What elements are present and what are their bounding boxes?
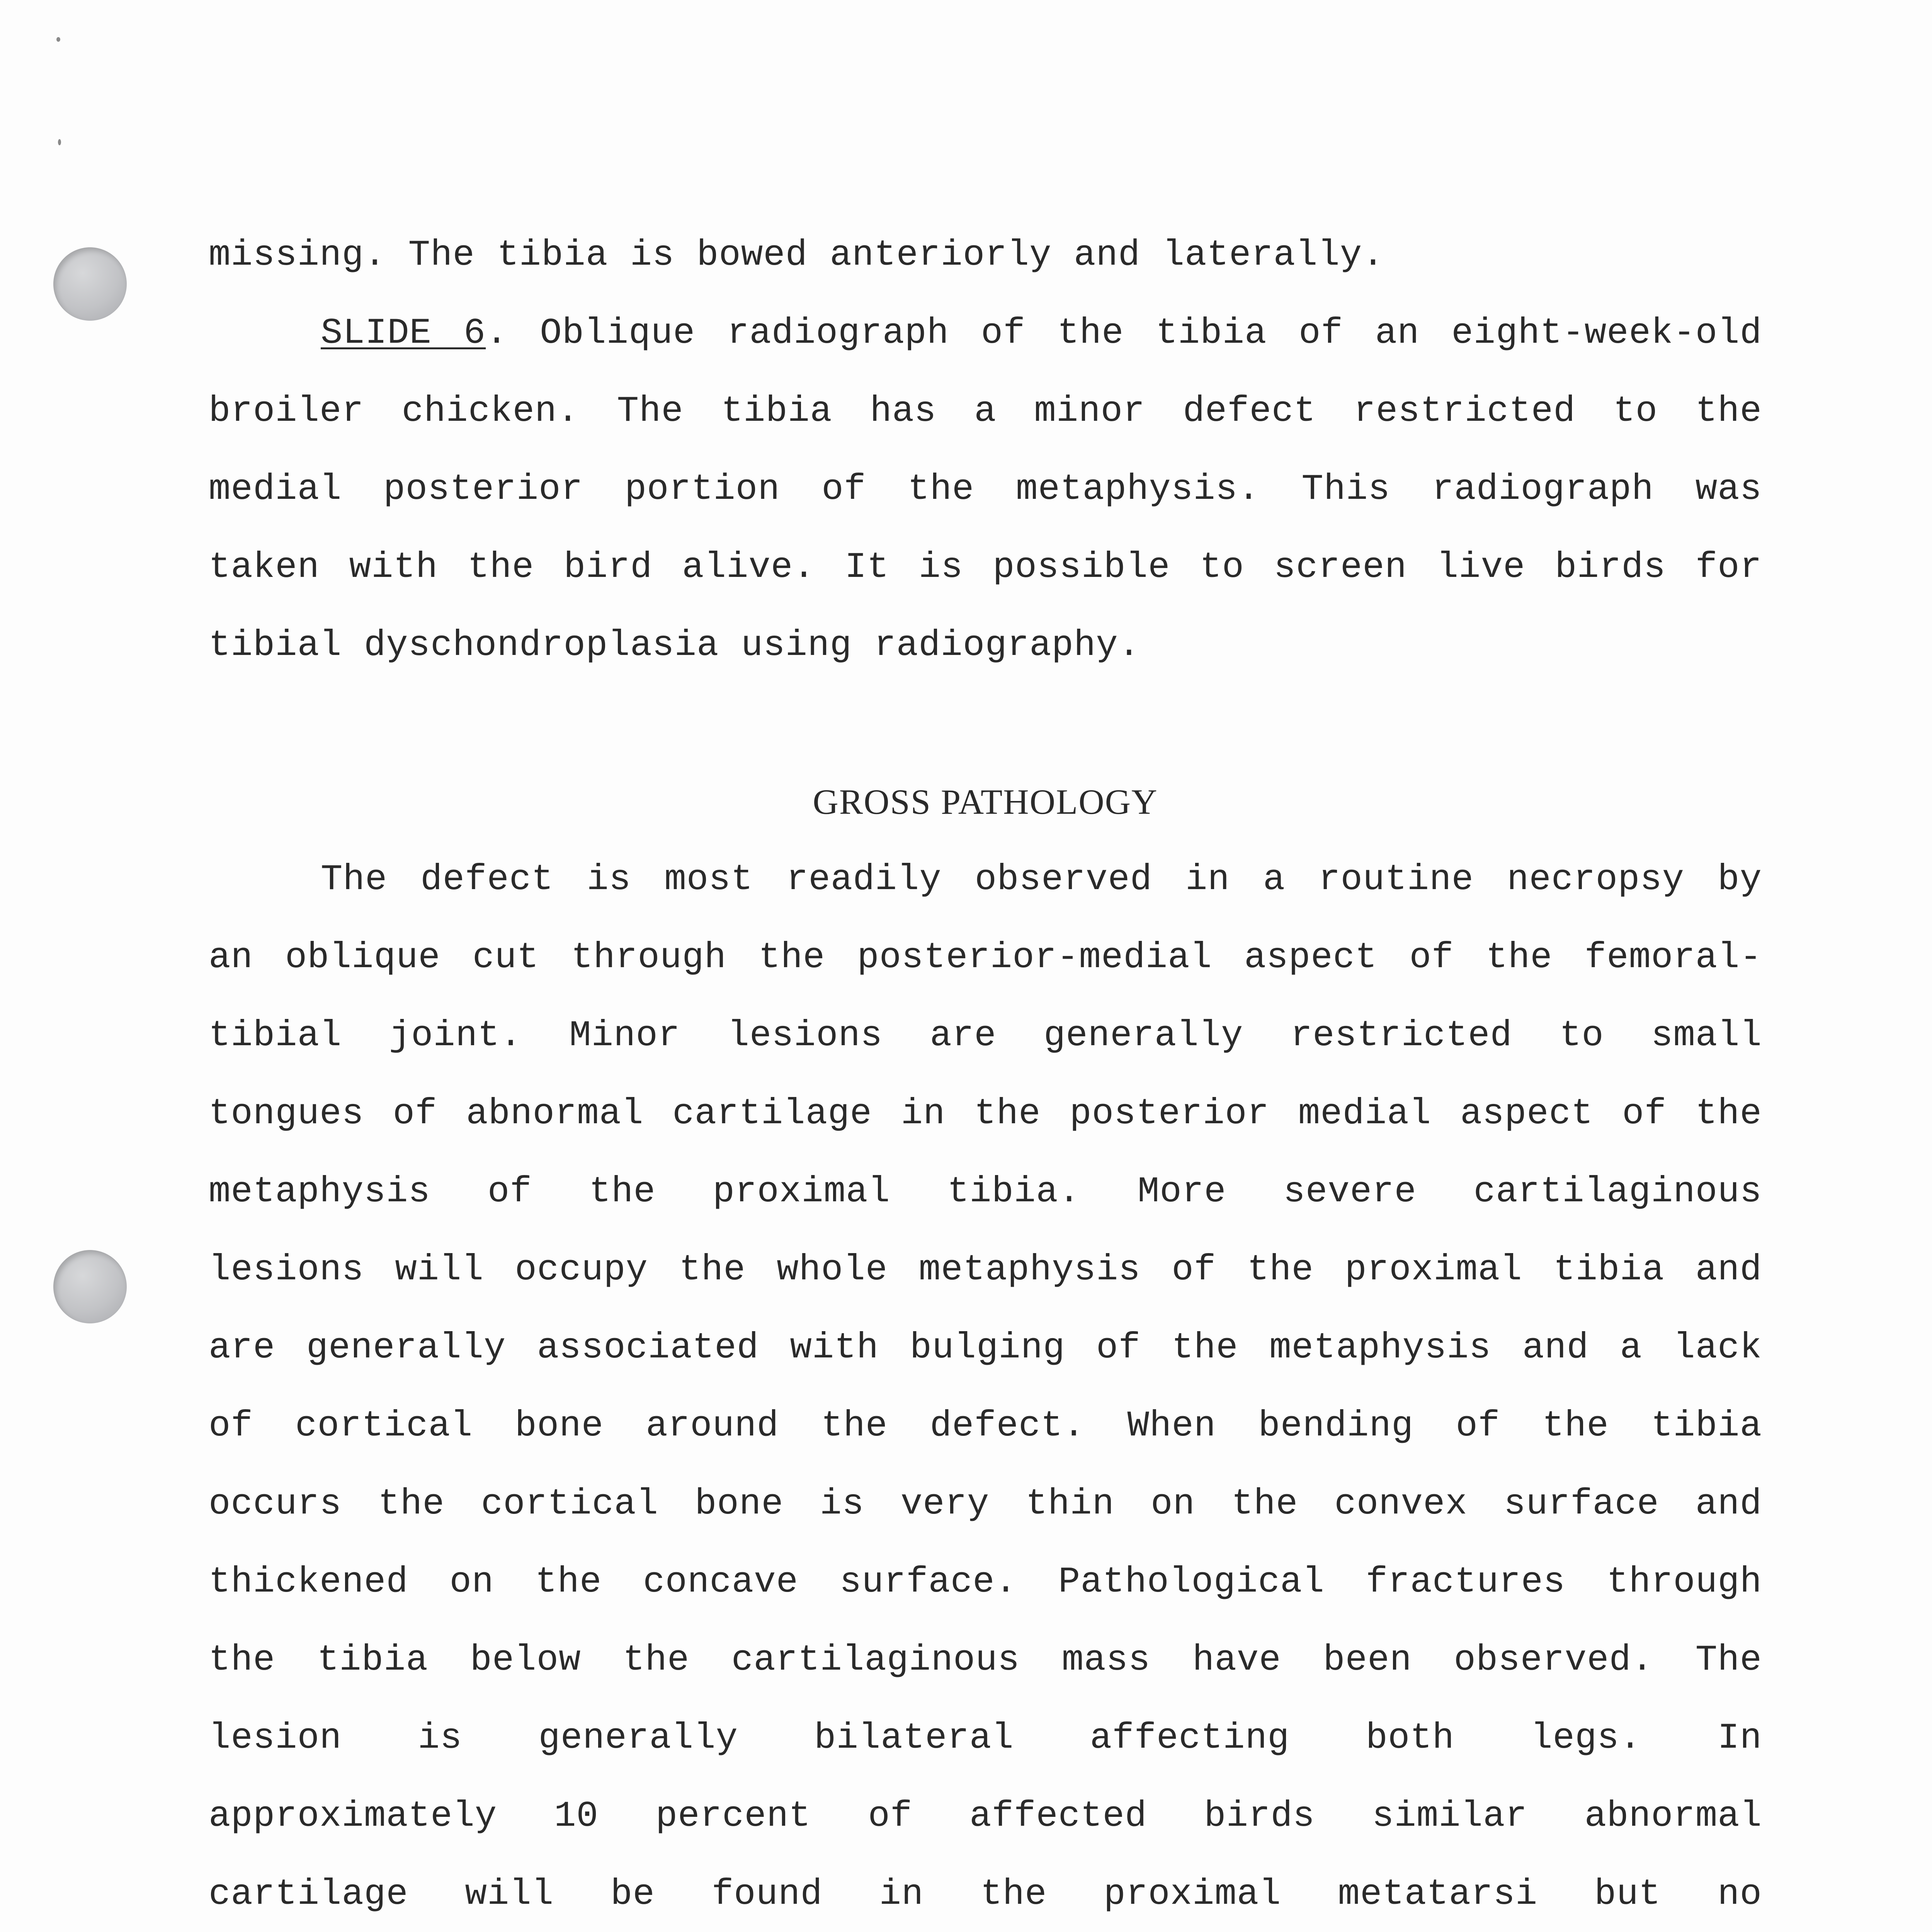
text-line: approximately 10 percent of affected birds similar abnormal [209,1796,1762,1837]
punch-hole-top [53,247,127,321]
text-line: taken with the bird alive. It is possible to screen live birds for [209,547,1762,588]
text-line: of cortical bone around the defect. When bending of the tibia [209,1406,1762,1447]
text-line: an oblique cut through the posterior-medial aspect of the femoral- [209,937,1762,978]
text-line: thickened on the concave surface. Pathological fractures through [209,1562,1762,1603]
slide-label: SLIDE 6 [321,313,486,354]
blank-line [209,685,1762,763]
text-line: The defect is most readily observed in a routine necropsy by [321,859,1762,900]
text-line: metaphysis of the proximal tibia. More severe cartilaginous [209,1172,1762,1213]
text-line: tongues of abnormal cartilage in the posterior medial aspect of the [209,1094,1762,1134]
text-line: lesion is generally bilateral affecting both legs. In [209,1718,1762,1759]
text-line: the tibia below the cartilaginous mass have been observed. The [209,1640,1762,1681]
scan-speck [56,37,60,42]
punch-hole-middle [53,1250,127,1323]
text-line: occurs the cortical bone is very thin on the convex surface and [209,1484,1762,1525]
text-line: tibial joint. Minor lesions are generally restricted to small [209,1015,1762,1056]
text-line: lesions will occupy the whole metaphysis of the proximal tibia and [209,1250,1762,1291]
scan-speck [58,139,61,145]
text-line: medial posterior portion of the metaphysis. This radiograph was [209,469,1762,510]
text-line: are generally associated with bulging of the metaphysis and a lack [209,1328,1762,1369]
section-heading: GROSS PATHOLOGY [813,782,1158,821]
text-line: broiler chicken. The tibia has a minor defect restricted to the [209,391,1762,432]
body-text [209,216,1762,1932]
slide-6-first-line-rest: . Oblique radiograph of the tibia of an eight-week-old [486,313,1762,354]
text-line: tibial dyschondroplasia using radiography. [209,625,1141,666]
slide-6-first-line [209,294,1762,372]
text-line: cartilage will be found in the proximal metatarsi but no [209,1874,1762,1915]
text-line: missing. The tibia is bowed anteriorly and laterally. [209,235,1384,276]
